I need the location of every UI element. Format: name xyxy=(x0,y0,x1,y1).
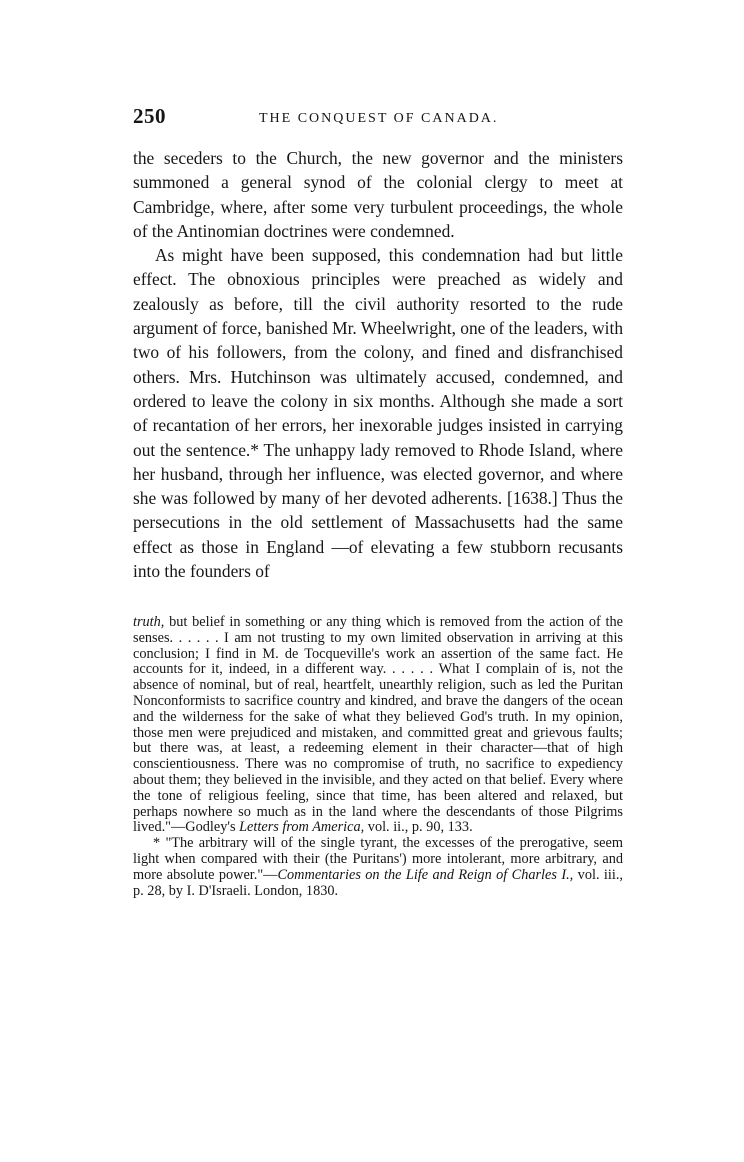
paragraph-hutchinson: As might have been supposed, this condemnation had but little effect. The obnoxious principles were preached as widely and zealously as before, till the civil authority resorted to the rude argument of force, banished Mr. Wheelwright, one of the leaders, with two of his followers, from the colony, and fined and disfranchised others. Mrs. Hutchinson was ultimately accused, condemned, and ordered to leave the colony in six months. Although she made a sort of recantation of her errors, her inexorable judges insisted in carrying out the sentence.* The unhappy lady removed to Rhode Island, where her husband, through her influence, was elected governor, and where she was followed by many of her devoted adherents. [1638.] Thus the persecutions in the old settlement of Massachusetts had the same effect as those in England —of elevating a few stubborn recusants into the founders of xyxy=(133,245,624,582)
footnote-disraeli-text: * "The arbitrary will of the single tyrant, the excesses of the prerogative, seem light when compared with their (the Puritans') more intolerant, more arbitrary, and more absolute power."— xyxy=(133,835,623,883)
footnote-godley xyxy=(133,615,623,836)
paragraph-continued: the seceders to the Church, the new governor and the ministers summoned a general synod of the colonial clergy to meet at Cambridge, where, after some very turbulent proceedings, the whole of the Antinomian doctrines were condemned. xyxy=(133,148,623,241)
footnote-title-america: from America, xyxy=(282,819,365,836)
footnote-disraeli-tail: vol. iii., p. 28, by I. D'Israeli. London, 1830. xyxy=(133,866,623,899)
running-head: THE CONQUEST OF CANADA. xyxy=(259,111,499,126)
footnote-title-commentaries: Commentaries on the Life and Reign of Charles I., xyxy=(277,866,574,883)
page-header xyxy=(133,104,623,134)
footnote-lead-italic: truth, xyxy=(133,614,165,630)
footnote-godley-text: but belief in something or any thing which is removed from the action of the senses. . . . . . I am not trusting to my own limited observation in arriving at this conclusion; I find in M. de Tocqueville's work an assertion of the same fact. He accounts for it, indeed, in a different way. . . . . . What I complain of is, not the absence of nominal, but of real, heartfelt, unearthly religion, such as led the Puritan Nonconformists to sacrifice country and kindred, and brave the dangers of the ocean and the wilderness for the sake of what they believed God's truth. In my opinion, those men were prejudiced and mistaken, and committed great and grievous faults; but there was, at least, a redeeming element in their character—that of high conscientiousness. There was no compromise of truth, no sacrifice to expediency about them; they believed in the invisible, and they acted on that belief. Every where the tone of religious feeling, since that time, has been altered and relaxed, but perhaps nowhere so much as in the land where the descendants of those Pilgrims lived."—Godley's xyxy=(133,614,623,836)
footnote-disraeli xyxy=(133,836,623,899)
footnote-godley-tail: vol. ii., p. 90, 133. xyxy=(364,819,473,836)
footnote-title-letters: Letters xyxy=(239,819,279,836)
footnotes xyxy=(133,615,623,899)
main-text xyxy=(133,146,623,583)
page-number: 250 xyxy=(133,104,166,128)
